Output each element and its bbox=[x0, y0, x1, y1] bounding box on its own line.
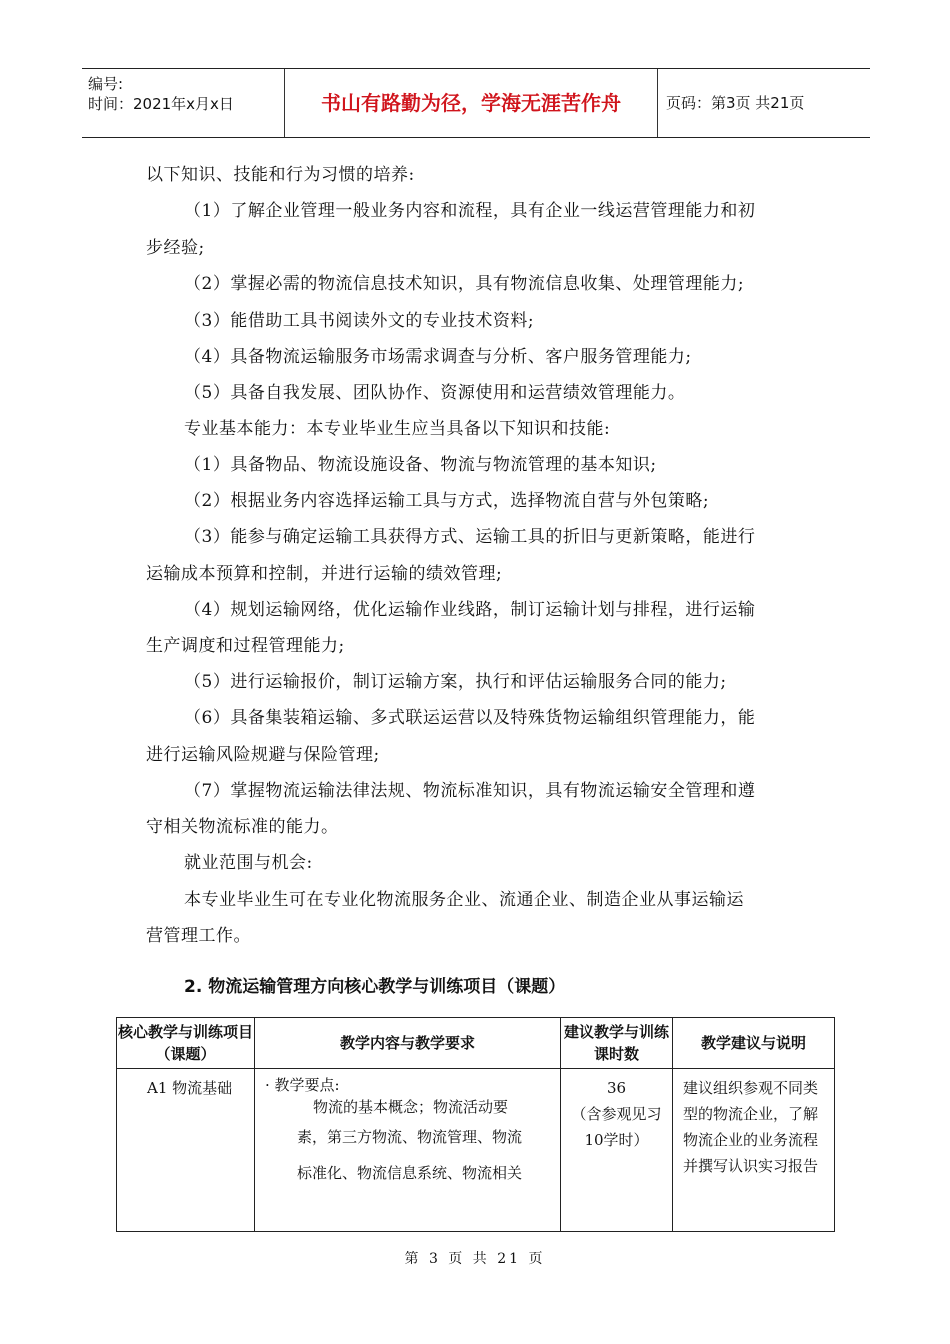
page-header bbox=[82, 68, 870, 138]
body-line: 生产调度和过程管理能力; bbox=[146, 636, 345, 656]
body-line: 进行运输风险规避与保险管理; bbox=[146, 745, 380, 765]
body-line: （2）掌握必需的物流信息技术知识，具有物流信息收集、处理管理能力; bbox=[184, 274, 745, 294]
table-header-cell: 教学建议与说明 bbox=[673, 1018, 835, 1069]
document-number: 编号: bbox=[88, 75, 124, 93]
body-line: 就业范围与机会: bbox=[184, 853, 313, 873]
course-table bbox=[116, 1017, 835, 1232]
table-cell-suggestion: 建议组织参观不同类型的物流企业，了解物流企业的业务流程并撰写认识实习报告 bbox=[673, 1069, 835, 1232]
page-footer: 第 3 页 共 21 页 bbox=[404, 1251, 546, 1267]
body-line: （1）了解企业管理一般业务内容和流程，具有企业一线运营管理能力和初 bbox=[184, 201, 756, 221]
table-cell-content bbox=[255, 1069, 561, 1232]
body-line: 营管理工作。 bbox=[146, 926, 251, 946]
table-cell-item: A1 物流基础 bbox=[117, 1069, 255, 1232]
body-line: （7）掌握物流运输法律法规、物流标准知识，具有物流运输安全管理和遵 bbox=[184, 781, 756, 801]
body-line: （4）规划运输网络，优化运输作业线路，制订运输计划与排程，进行运输 bbox=[184, 600, 756, 620]
hours-value: 36 bbox=[606, 1079, 627, 1097]
table-header-cell: 教学内容与教学要求 bbox=[255, 1018, 561, 1069]
document-time: 时间：2021年x月x日 bbox=[88, 95, 234, 113]
body-line: 守相关物流标准的能力。 bbox=[146, 817, 339, 837]
content-label: · 教学要点: bbox=[265, 1076, 340, 1094]
body-line: （2）根据业务内容选择运输工具与方式，选择物流自营与外包策略; bbox=[184, 491, 710, 511]
body-line: （3）能参与确定运输工具获得方式、运输工具的折旧与更新策略，能进行 bbox=[184, 527, 756, 547]
body-line: 专业基本能力：本专业毕业生应当具备以下知识和技能: bbox=[184, 419, 611, 439]
body-line: 运输成本预算和控制，并进行运输的绩效管理; bbox=[146, 564, 503, 584]
hours-note: （含参观见习10学时） bbox=[571, 1105, 662, 1149]
body-line: （1）具备物品、物流设施设备、物流与物流管理的基本知识; bbox=[184, 455, 657, 475]
table-row bbox=[117, 1069, 835, 1232]
table-header-row bbox=[117, 1018, 835, 1069]
body-line: （4）具备物流运输服务市场需求调查与分析、客户服务管理能力; bbox=[184, 347, 692, 367]
content-line: 标准化、物流信息系统、物流相关 bbox=[297, 1164, 523, 1182]
body-line: （6）具备集装箱运输、多式联运运营以及特殊货物运输组织管理能力，能 bbox=[184, 708, 756, 728]
table-header-cell: 核心教学与训练项目（课题） bbox=[117, 1018, 255, 1069]
content-line: 物流的基本概念；物流活动要 bbox=[313, 1098, 509, 1116]
header-divider bbox=[657, 69, 658, 137]
header-motto: 书山有路勤为径，学海无涯苦作舟 bbox=[321, 91, 621, 115]
content-line: 素，第三方物流、物流管理、物流 bbox=[297, 1128, 523, 1146]
body-line: （3）能借助工具书阅读外文的专业技术资料; bbox=[184, 311, 535, 331]
section-title: 2. 物流运输管理方向核心教学与训练项目（课题） bbox=[184, 977, 566, 997]
table-cell-hours bbox=[561, 1069, 673, 1232]
body-line: 步经验; bbox=[146, 238, 205, 258]
body-line: 本专业毕业生可在专业化物流服务企业、流通企业、制造企业从事运输运 bbox=[184, 890, 744, 910]
body-line: （5）具备自我发展、团队协作、资源使用和运营绩效管理能力。 bbox=[184, 383, 686, 403]
table-header-cell: 建议教学与训练课时数 bbox=[561, 1018, 673, 1069]
header-page-info: 页码：第3页 共21页 bbox=[666, 94, 805, 112]
header-meta bbox=[82, 69, 284, 137]
body-line: （5）进行运输报价，制订运输方案，执行和评估运输服务合同的能力; bbox=[184, 672, 727, 692]
body-line: 以下知识、技能和行为习惯的培养: bbox=[146, 165, 415, 185]
